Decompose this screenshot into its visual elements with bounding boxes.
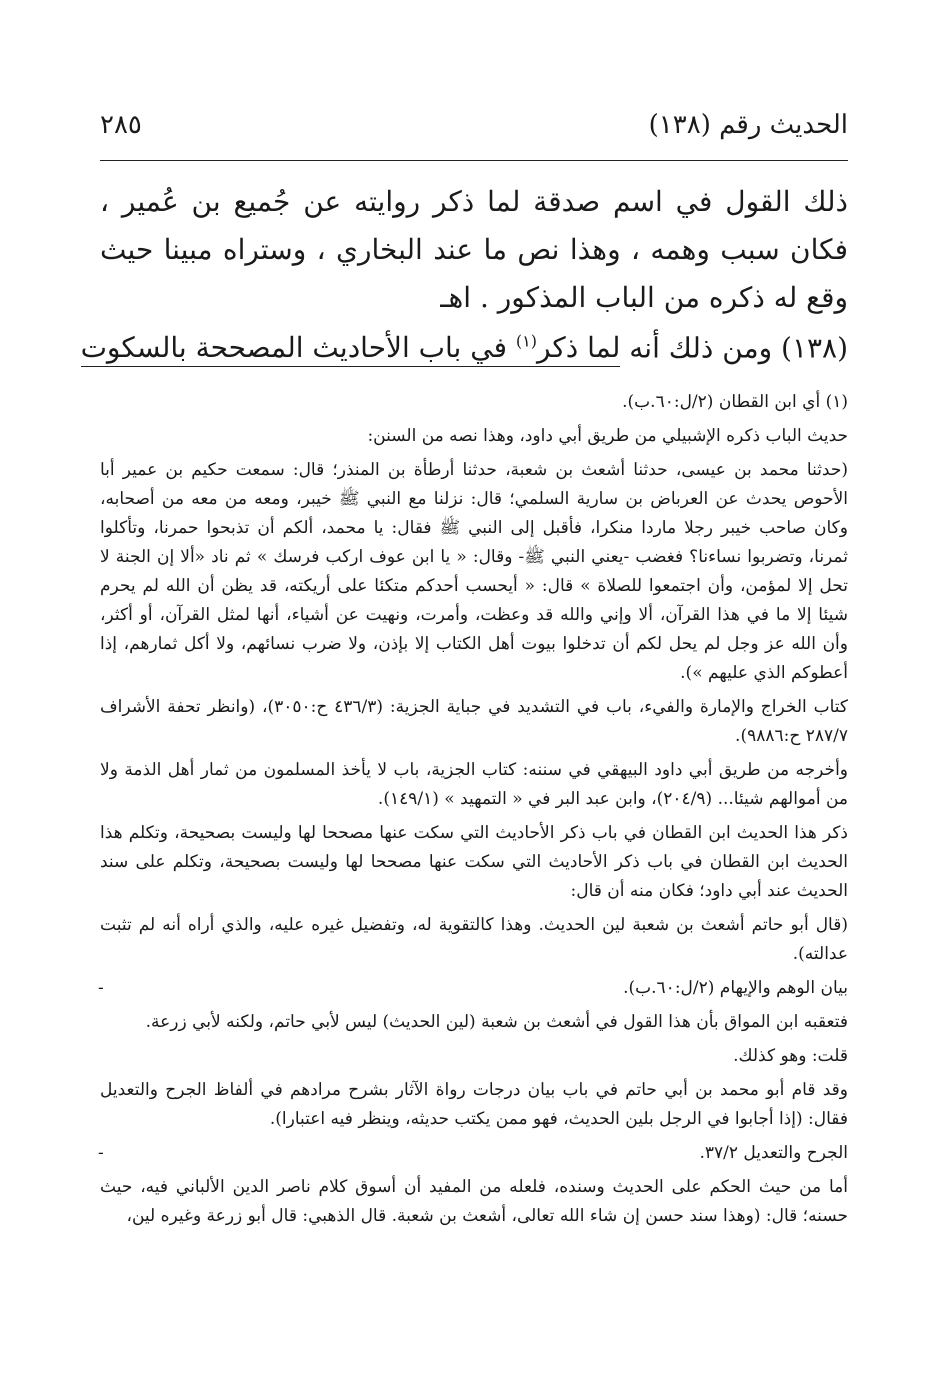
- running-title: الحديث رقم (١٣٨): [648, 110, 848, 140]
- footnote-line: (قال أبو حاتم أشعث بن شعبة لين الحديث. وهذا كالتقوية له، وتفضيل غيره عليه، والذي أراه أنه لم تثبت عدالته).: [100, 915, 848, 964]
- footnote-line: (١) أي ابن القطان (٢/ل:٦٠.ب).: [622, 392, 848, 412]
- footnote-dash-item: [100, 1139, 848, 1168]
- footnote-line: فتعقبه ابن المواق بأن هذا القول في أشعث بن شعبة (لين الحديث) ليس لأبي حاتم، ولكنه لأبي زرعة.: [145, 1012, 848, 1032]
- footnote-line: (حدثنا محمد بن عيسى، حدثنا أشعث بن شعبة، حدثنا أرطأة بن المنذر؛ قال: سمعت حكيم بن عمير أبا الأحوص يحدث عن العرباض بن سارية السلمي؛ قال: نزلنا مع النبي ﷺ خيبر، ومعه من معه من أصحابه، وكان صاحب خيبر رجلا ماردا منكرا، فأقبل إلى النبي ﷺ فقال: يا محمد، ألكم أن تذبحوا حمرنا، وتأكلوا ثمرنا، وتضربوا نساءنا؟ فغضب -يعني النبي ﷺ- وقال: « يا ابن عوف اركب فرسك » ثم ناد «ألا إن الجنة لا تحل إلا لمؤمن، وأن اجتمعوا للصلاة » قال: « أيحسب أحدكم متكئا على أريكته، قد يظن أن الله لم يحرم شيئا إلا ما في هذا القرآن، ألا وإني والله قد وعظت، وأمرت، ونهيت عن أشياء، أنها لمثل القرآن، أو أكثر، وأن الله عز وجل لم يحل لكم أن تدخلوا بيوت أهل الكتاب إلا بإذن، ولا ضرب نسائهم، ولا أكل ثمارهم، إذا أعطوكم الذي عليهم »).: [100, 460, 848, 683]
- section-heading: [80, 318, 848, 372]
- dash-marker: -: [98, 1143, 104, 1163]
- footnote-line: وقد قام أبو محمد بن أبي حاتم في باب بيان درجات رواة الآثار بشرح مرادهم في ألفاظ الجرح والتعديل فقال: (إذا أجابوا في الرجل بلين الحديث، فهو ممن يكتب حديثه، وينظر فيه اعتبارا).: [100, 1080, 848, 1129]
- heading-suffix: في باب الأحاديث المصححة بالسكوت: [80, 331, 507, 365]
- footnote-line: حديث الباب ذكره الإشبيلي من طريق أبي داود، وهذا نصه من السنن:: [367, 426, 848, 446]
- page-header: [100, 100, 848, 150]
- footnote-text: الجرح والتعديل ٣٧/٢.: [699, 1143, 848, 1163]
- heading-underlined: [81, 331, 621, 367]
- footnotes: [100, 388, 848, 1236]
- heading-prefix: (١٣٨) ومن ذلك أنه: [629, 331, 848, 365]
- footnote-line: قلت: وهو كذلك.: [733, 1046, 848, 1066]
- heading-underlined-text: لما ذكر: [536, 331, 621, 365]
- footnote-dash-item: [100, 974, 848, 1003]
- page-number: ٢٨٥: [100, 110, 142, 140]
- footnote-mark: (١): [515, 332, 537, 351]
- main-text: [100, 178, 848, 322]
- footnote-line: كتاب الخراج والإمارة والفيء، باب في التشديد في جباية الجزية: (٤٣٦/٣ ح:٣٠٥٠)، (وانظر تحفة الأشراف ٢٨٧/٧ ح:٩٨٨٦).: [100, 697, 848, 746]
- main-paragraph: ذلك القول في اسم صدقة لما ذكر روايته عن جُميع بن عُمير ، فكان سبب وهمه ، وهذا نص ما عند البخاري ، وستراه مبينا حيث وقع له ذكره من الباب المذكور . اهـ: [100, 185, 848, 314]
- footnote-text: بيان الوهم والإيهام (٢/ل:٦٠.ب).: [623, 978, 848, 998]
- dash-marker: -: [98, 978, 104, 998]
- header-rule: [100, 160, 848, 161]
- footnote-line: ذكر هذا الحديث ابن القطان في باب ذكر الأحاديث التي سكت عنها مصححا لها وليست بصحيحة، وتكلم هذا الحديث ابن القطان في باب ذكر الأحاديث التي سكت عنها مصححا لها وليست بصحيحة، وتكلم على سند الحديث عند أبي داود؛ فكان منه أن قال:: [100, 823, 848, 901]
- footnote-line: وأخرجه من طريق أبي داود البيهقي في سننه: كتاب الجزية، باب لا يأخذ المسلمون من ثمار أهل الذمة ولا من أموالهم شيئا... (٢٠٤/٩)، وابن عبد البر في « التمهيد » (١٤٩/١).: [100, 760, 848, 809]
- footnote-line: أما من حيث الحكم على الحديث وسنده، فلعله من المفيد أن أسوق كلام ناصر الدين الألباني فيه، حيث حسنه؛ قال: (وهذا سند حسن إن شاء الله تعالى، أشعث بن شعبة. قال الذهبي: قال أبو زرعة وغيره لين،: [100, 1177, 848, 1226]
